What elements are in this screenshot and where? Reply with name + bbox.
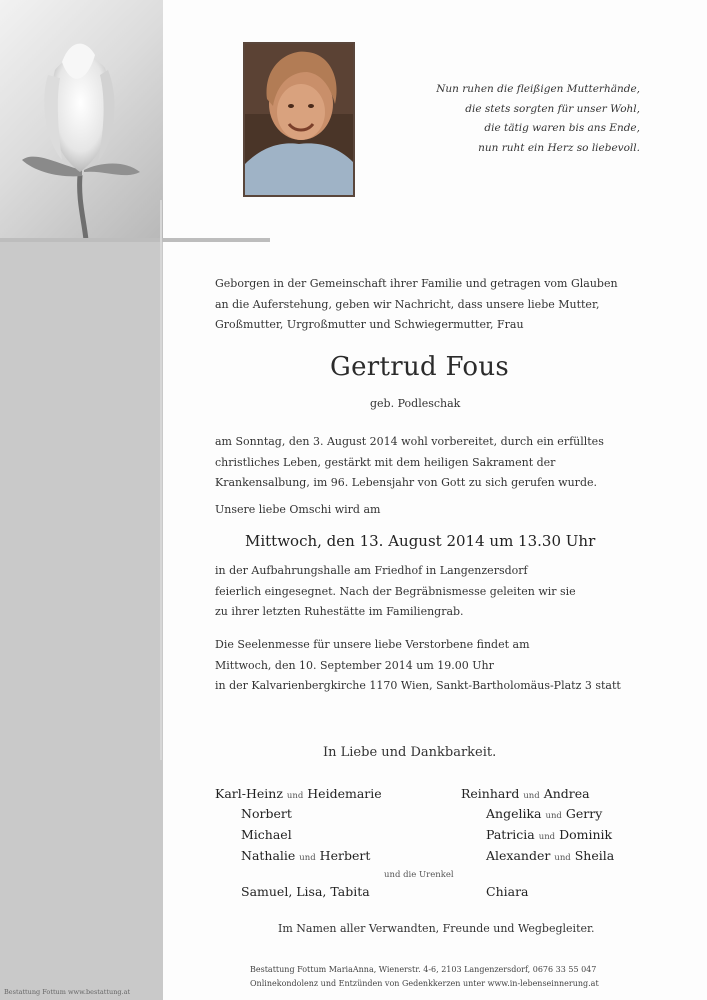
footer-line: Onlinekondolenz und Entzünden von Gedenkkerzen unter www.in-lebenseinnerung.at [250,979,599,988]
death-paragraph [215,432,604,494]
funeral-line: in der Aufbahrungshalle am Friedhof in Langenzersdorf [215,564,528,577]
family-name: Herbert [319,848,371,863]
credit-text: Bestattung Fottum www.bestattung.at [4,988,131,996]
family-right-child [486,827,612,842]
intro-line: an die Auferstehung, geben wir Nachricht, dass unsere liebe Mutter, [215,297,600,311]
family-conjunction: und [523,791,540,801]
memorial-quote [380,80,640,158]
rose-image [0,0,163,240]
family-left-grandchildren: Samuel, Lisa, Tabita [241,884,370,899]
family-left-head [215,786,382,801]
funeral-paragraph [215,561,576,623]
funeral-home-footer [250,963,599,991]
family-right-grandchild: Chiara [486,884,529,899]
family-left-child [241,848,370,863]
funeral-date: Mittwoch, den 13. August 2014 um 13.30 Uhr [245,532,596,550]
death-line: christliches Leben, gestärkt mit dem heiligen Sakrament der [215,455,556,469]
mass-line: Die Seelenmesse für unsere liebe Verstorbene findet am [215,638,530,651]
family-right-child [486,848,614,863]
family-left-child: Norbert [241,806,292,821]
death-line: Krankensalbung, im 96. Lebensjahr von Gott zu sich gerufen wurde. [215,476,597,489]
family-conjunction: und [299,853,316,863]
family-name: Patricia [486,827,535,842]
mass-paragraph [215,635,621,697]
maiden-name: geb. Podleschak [370,397,461,410]
family-right-child [486,806,602,821]
family-conjunction: und [538,832,556,842]
intro-paragraph [215,274,618,336]
vertical-divider [160,200,162,760]
family-name: Reinhard [461,786,520,801]
family-name: Andrea [543,786,590,801]
intro-line: Großmutter, Urgroßmutter und Schwiegermutter, Frau [215,318,524,331]
quote-line: Nun ruhen die fleißigen Mutterhände, [436,83,640,95]
white-rose-illustration [0,0,163,240]
family-left-child: Michael [241,827,292,842]
deceased-name: Gertrud Fous [330,352,510,382]
great-grandchildren-note: und die Urenkel [384,870,454,880]
quote-line: nun ruht ein Herz so liebevoll. [478,141,640,154]
family-name: Sheila [574,848,615,863]
funeral-line: zu ihrer letzten Ruhestätte im Familiengrab. [215,605,464,618]
family-name: Angelika [486,806,542,821]
family-name: Nathalie [241,848,296,863]
family-conjunction: und [554,853,571,863]
family-name: Karl-Heinz [215,786,283,801]
footer-line: Bestattung Fottum MariaAnna, Wienerstr. 4-6, 2103 Langenzersdorf, 0676 33 55 047 [250,965,597,974]
family-name: Heidemarie [307,786,382,801]
funeral-intro: Unsere liebe Omschi wird am [215,503,381,516]
closing-line: Im Namen aller Verwandten, Freunde und Wegbegleiter. [278,922,595,935]
funeral-line: feierlich eingesegnet. Nach der Begräbnismesse geleiten wir sie [215,584,576,598]
mass-line: Mittwoch, den 10. September 2014 um 19.00 Uhr [215,658,494,672]
horizontal-divider [0,238,270,242]
mass-line: in der Kalvarienbergkirche 1170 Wien, Sankt-Bartholomäus-Platz 3 statt [215,679,621,692]
family-name: Dominik [559,827,613,842]
quote-line: die stets sorgten für unser Wohl, [465,102,640,115]
family-name: Alexander [486,848,551,863]
family-conjunction: und [545,811,562,821]
intro-line: Geborgen in der Gemeinschaft ihrer Familie und getragen vom Glauben [215,277,618,290]
family-right-head [461,786,590,801]
quote-line: die tätig waren bis ans Ende, [484,122,640,134]
portrait-photo [243,42,355,197]
family-conjunction: und [286,791,304,801]
family-name: Gerry [565,806,603,821]
thanks-line: In Liebe und Dankbarkeit. [323,745,497,760]
death-line: am Sonntag, den 3. August 2014 wohl vorbereitet, durch ein erfülltes [215,435,604,448]
portrait-illustration [245,44,353,195]
